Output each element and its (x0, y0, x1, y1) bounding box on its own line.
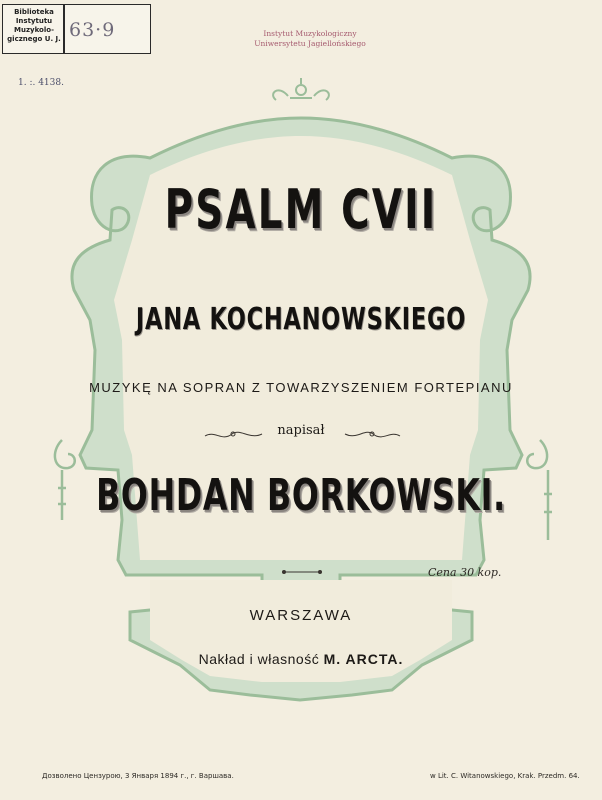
publisher-prefix: Nakład i własność (198, 651, 320, 667)
stamp-divider (63, 5, 65, 53)
stamp-line: Biblioteka (14, 8, 54, 16)
institute-stamp (240, 29, 380, 49)
top-ornament-icon (273, 78, 329, 100)
publication-city: WARSZAWA (249, 607, 353, 624)
work-description: MUZYKĘ NA SOPRAN Z TOWARZYSZENIEM FORTEPIANU (89, 380, 513, 395)
price-label: Cena 30 kop. (428, 566, 502, 579)
right-scroll-icon (527, 440, 552, 540)
printer-note: w Lit. C. Witanowskiego, Krak. Przedm. 64. (430, 772, 580, 780)
library-stamp (2, 4, 151, 54)
work-subtitle: JANA KOCHANOWSKIEGO (135, 302, 467, 337)
napisal-label: napisał (277, 423, 325, 438)
stamp-line: Instytutu (15, 17, 53, 25)
institute-stamp-line: Instytut Muzykologiczny (263, 29, 357, 38)
composer-name: BOHDAN BORKOWSKI. (96, 470, 506, 521)
publisher-line (0, 651, 602, 667)
library-stamp-text (6, 8, 62, 44)
stamp-line: gicznego U. J. (7, 35, 61, 43)
institute-stamp-line: Uniwersytetu Jagiellońskiego (254, 39, 366, 48)
inventory-mark: 1. :. 4138. (18, 78, 64, 88)
left-scroll-icon (55, 440, 75, 520)
stamp-number: 63·9 (69, 19, 116, 41)
stamp-line: Muzykolo- (14, 26, 54, 34)
work-title: PSALM CVII (164, 178, 438, 241)
censorship-note: Дозволено Цензурою, 3 Января 1894 г., г. Варшава. (42, 772, 234, 780)
publisher-name: M. ARCTA. (323, 651, 404, 667)
